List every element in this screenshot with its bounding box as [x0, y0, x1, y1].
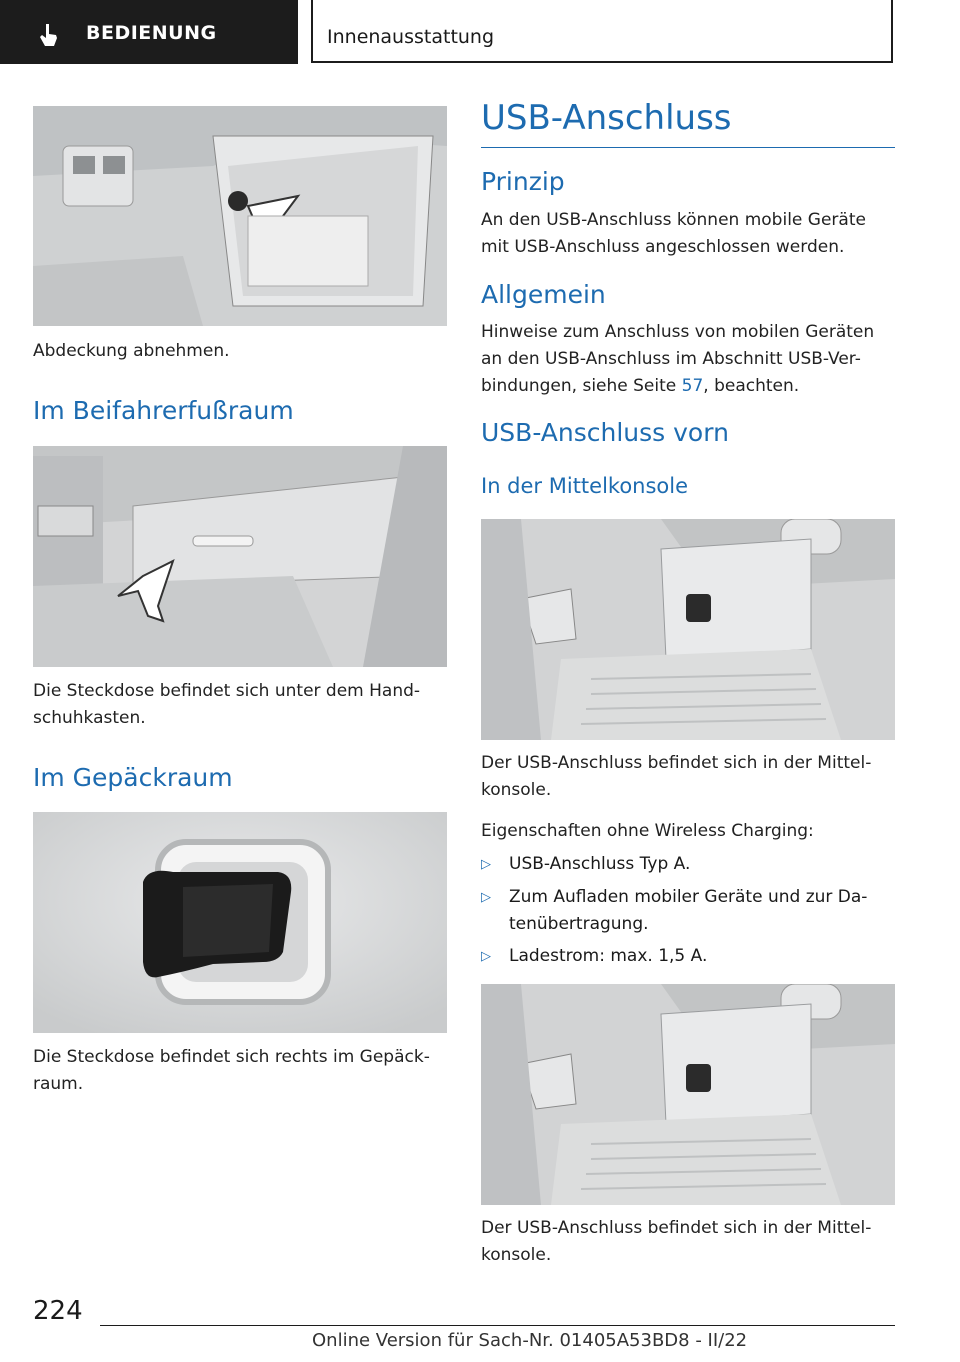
text-line: Hinweise zum Anschluss von mobilen Geräten: [481, 322, 875, 342]
principle-text: [481, 207, 895, 261]
list-item: [481, 943, 895, 970]
caption-cover-removal: Abdeckung abnehmen.: [33, 341, 230, 361]
general-text: [481, 319, 895, 400]
section-tab-label: BEDIENUNG: [86, 22, 217, 44]
text-line: An den USB-Anschluss können mobile Geräte: [481, 210, 866, 230]
list-item-line: tenübertragung.: [509, 914, 649, 934]
heading-usb-front: USB-Anschluss vorn: [481, 418, 729, 447]
list-item-text: [509, 884, 895, 938]
footer-divider: [100, 1325, 895, 1326]
list-item: [481, 884, 895, 938]
list-item-line: Zum Aufladen mobiler Geräte und zur Da-: [509, 887, 868, 907]
heading-principle: Prinzip: [481, 167, 565, 196]
chapter-header: [311, 0, 893, 63]
heading-luggage-compartment: Im Gepäckraum: [33, 763, 233, 792]
text-line: [481, 373, 895, 400]
triangle-right-icon: ▷: [481, 890, 491, 905]
list-item-text: USB-Anschluss Typ A.: [509, 854, 691, 874]
caption-usb-console-1: [481, 750, 895, 804]
hand-pointer-icon: [36, 22, 62, 48]
caption-luggage-socket: [33, 1044, 447, 1098]
caption-line: Der USB-Anschluss befindet sich in der Mittel-: [481, 1218, 872, 1238]
caption-line: Der USB-Anschluss befindet sich in der Mittel-: [481, 753, 872, 773]
text-fragment: bindungen, siehe Seite: [481, 376, 682, 396]
page-title: USB-Anschluss: [481, 98, 732, 138]
caption-line: schuhkasten.: [33, 708, 146, 728]
title-divider: [481, 147, 895, 148]
heading-general: Allgemein: [481, 280, 606, 309]
photo-usb-console-1: [481, 519, 895, 740]
caption-passenger-footwell: [33, 678, 447, 732]
properties-intro: Eigenschaften ohne Wireless Charging:: [481, 821, 814, 841]
triangle-right-icon: ▷: [481, 857, 491, 872]
heading-center-console: In der Mittelkonsole: [481, 474, 689, 498]
photo-passenger-footwell: [33, 446, 447, 667]
heading-passenger-footwell: Im Beifahrerfußraum: [33, 396, 294, 425]
photo-cover-removal: [33, 106, 447, 326]
text-line: an den USB-Anschluss im Abschnitt USB-Ver-: [481, 349, 861, 369]
caption-line: raum.: [33, 1074, 84, 1094]
caption-usb-console-2: [481, 1215, 895, 1269]
photo-luggage-socket: [33, 812, 447, 1033]
page-reference-link[interactable]: 57: [681, 376, 704, 396]
caption-line: konsole.: [481, 780, 552, 800]
caption-line: Die Steckdose befindet sich unter dem Hand-: [33, 681, 421, 701]
chapter-title: Innenausstattung: [327, 26, 495, 48]
header-section-tab: [0, 0, 298, 64]
caption-line: Die Steckdose befindet sich rechts im Gepäck-: [33, 1047, 430, 1067]
list-item: [481, 851, 895, 878]
triangle-right-icon: ▷: [481, 949, 491, 964]
page-number: 224: [33, 1296, 83, 1326]
photo-usb-console-2: [481, 984, 895, 1205]
online-version-note: Online Version für Sach-Nr. 01405A53BD8 - II/22: [312, 1330, 748, 1351]
text-line: mit USB-Anschluss angeschlossen werden.: [481, 237, 845, 257]
list-item-text: Ladestrom: max. 1,5 A.: [509, 946, 708, 966]
caption-line: konsole.: [481, 1245, 552, 1265]
text-fragment: , beachten.: [703, 376, 800, 396]
